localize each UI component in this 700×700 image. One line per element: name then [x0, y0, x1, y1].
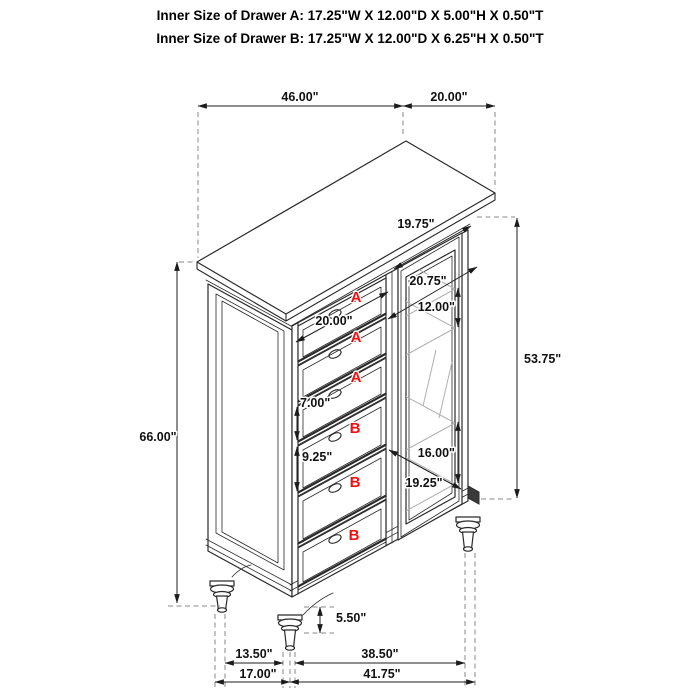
drawer-label-a3: A — [350, 369, 362, 386]
drawer-a-size-text: Inner Size of Drawer A: 17.25"W X 12.00"D X 5.00"H X 0.50"T — [156, 8, 544, 23]
dim-label-drawer-a-height: 7.00" — [300, 396, 331, 410]
dim-label-foot-span-width: 38.50" — [361, 647, 399, 661]
dim-label-outer-span-depth: 17.00" — [239, 667, 277, 681]
apron-scallop — [303, 593, 333, 615]
dim-label-shelf-gap-upper: 12.00" — [417, 300, 455, 314]
cabinet-left-side-panel — [206, 284, 292, 597]
dim-label-top-depth: 20.00" — [430, 90, 468, 104]
drawer-label-b2: B — [349, 474, 361, 491]
dim-label-foot-span-depth: 13.50" — [235, 647, 273, 661]
drawer-label-b1: B — [349, 420, 361, 437]
leg-front-left — [278, 615, 302, 650]
drawer-label-b3: B — [348, 527, 360, 544]
dim-label-interior-diagonal: 19.25" — [405, 476, 443, 490]
dim-label-glass-width: 19.75" — [397, 217, 435, 231]
drawer-label-a2: A — [350, 329, 362, 346]
dim-label-top-width: 46.00" — [281, 90, 319, 104]
dim-label-door-width: 20.75" — [409, 274, 447, 288]
base-corner-block — [468, 486, 479, 504]
dim-label-leg-height: 5.50" — [336, 611, 367, 625]
drawer-label-a1: A — [350, 289, 362, 306]
dim-label-outer-span-width: 41.75" — [363, 667, 401, 681]
dim-label-overall-height: 66.00" — [139, 430, 177, 444]
leg-front-right — [456, 517, 480, 551]
dim-label-side-height: 53.75" — [524, 352, 562, 366]
leg-back-left — [210, 581, 234, 612]
dim-label-shelf-gap-lower: 16.00" — [417, 446, 455, 460]
dim-label-drawer-width: 20.00" — [315, 314, 353, 328]
dim-label-drawer-b-height: 9.25" — [302, 450, 333, 464]
drawer-b-size-text: Inner Size of Drawer B: 17.25"W X 12.00"D X 6.25"H X 0.50"T — [156, 30, 544, 46]
